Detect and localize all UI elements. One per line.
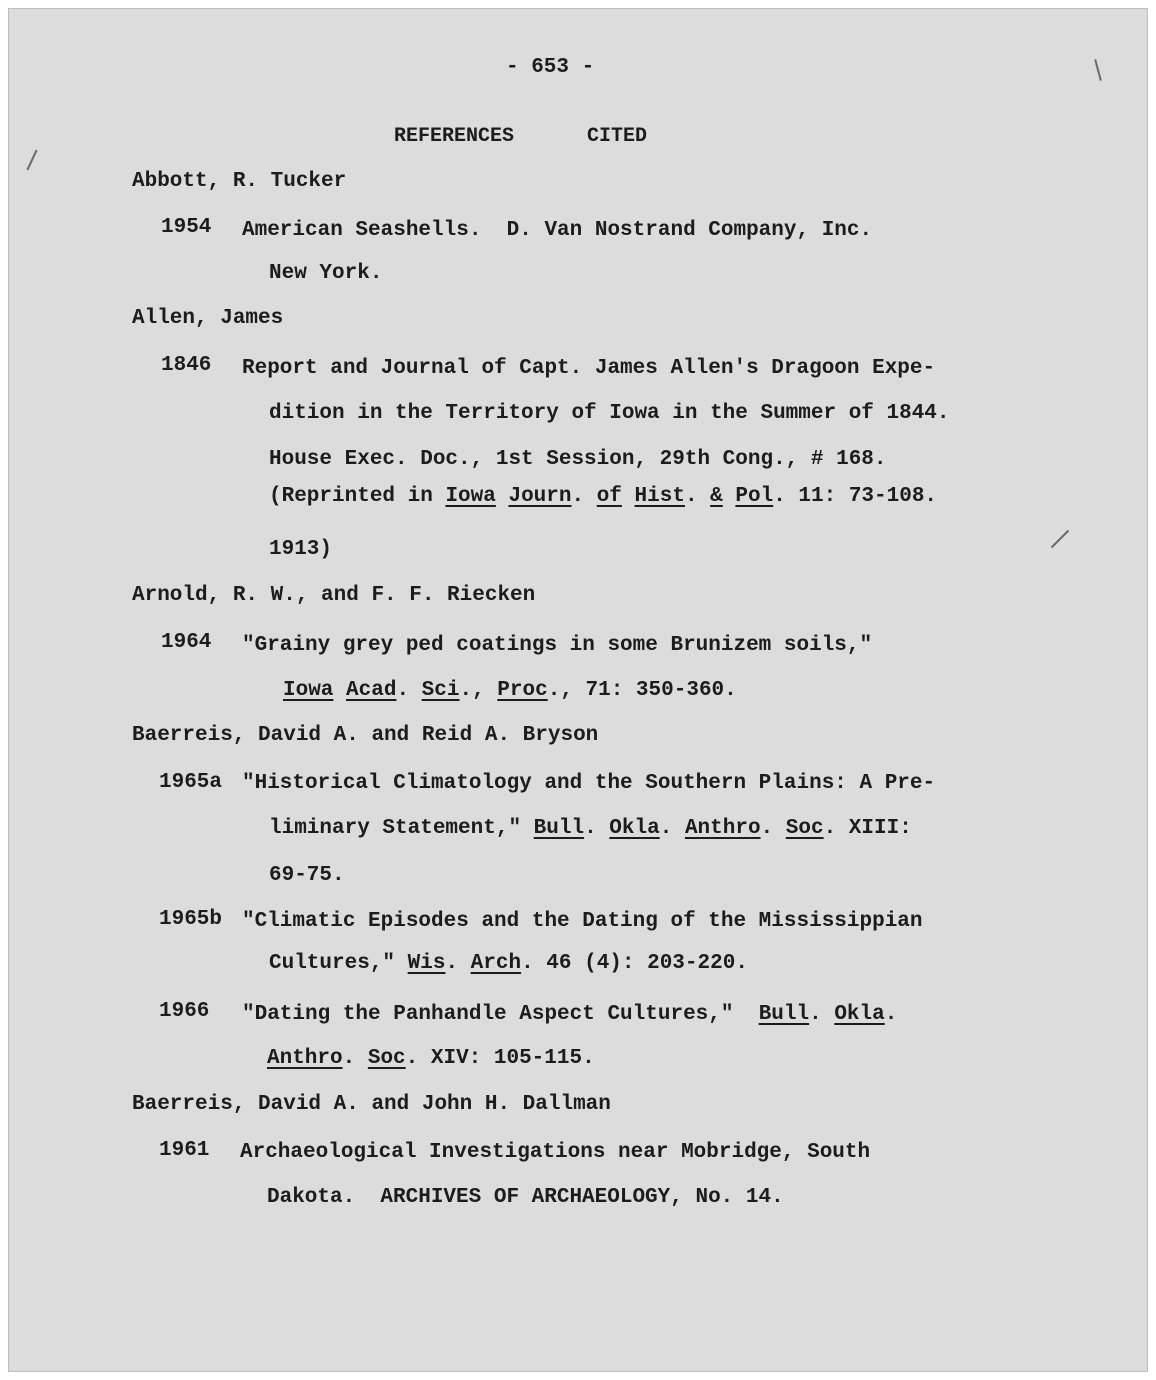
scan-mark — [1051, 530, 1069, 548]
journal-title: Hist — [634, 485, 685, 508]
author-baerreis-dallman: Baerreis, David A. and John H. Dallman — [132, 1093, 611, 1116]
journal-title: Proc — [497, 679, 548, 702]
journal-title: Acad — [346, 679, 397, 702]
citation-line: "Grainy grey ped coatings in some Brunizem soils," — [242, 634, 873, 657]
citation-line: American Seashells. D. Van Nostrand Company, Inc. — [242, 219, 873, 242]
heading-cited: CITED — [587, 125, 648, 148]
scan-mark — [1094, 59, 1102, 81]
journal-title: Iowa — [445, 485, 496, 508]
author-baerreis-bryson: Baerreis, David A. and Reid A. Bryson — [132, 724, 599, 747]
journal-title: Bull — [533, 817, 585, 840]
journal-title: Iowa — [283, 679, 334, 702]
citation-line: 1913) — [269, 538, 333, 561]
citation-line-journal: liminary Statement," Bull. Okla. Anthro. Soc. XIII: — [269, 817, 912, 840]
author-allen: Allen, James — [132, 307, 284, 330]
citation-line-journal: Cultures," Wis. Arch. 46 (4): 203-220. — [269, 952, 748, 975]
journal-title: & — [710, 485, 723, 508]
journal-title: Anthro — [267, 1047, 343, 1070]
citation-line: dition in the Territory of Iowa in the Summer of 1844. — [269, 402, 950, 425]
citation-line: Dakota. ARCHIVES OF ARCHAEOLOGY, No. 14. — [267, 1186, 784, 1209]
author-abbott: Abbott, R. Tucker — [132, 170, 347, 193]
journal-title: Journ — [508, 485, 572, 508]
year-1964: 1964 — [161, 631, 212, 654]
citation-line: Report and Journal of Capt. James Allen's Dragoon Expe- — [242, 357, 936, 380]
year-1966: 1966 — [159, 1000, 210, 1023]
citation-line: New York. — [269, 262, 383, 285]
document-page — [8, 8, 1148, 1372]
journal-title: of — [596, 485, 622, 508]
journal-title: Anthro — [684, 817, 761, 840]
journal-title: Arch — [470, 952, 522, 975]
page-number: - 653 - — [506, 56, 595, 79]
journal-title: Soc — [785, 817, 824, 840]
citation-line: House Exec. Doc., 1st Session, 29th Cong., # 168. — [269, 448, 887, 471]
year-1965b: 1965b — [159, 908, 223, 931]
heading-references: REFERENCES — [394, 125, 515, 148]
citation-line-journal: Anthro. Soc. XIV: 105-115. — [267, 1047, 595, 1070]
citation-line: "Climatic Episodes and the Dating of the Mississippian — [242, 910, 923, 933]
journal-title: Sci — [421, 679, 460, 702]
citation-line-reprint: (Reprinted in Iowa Journ. of Hist. & Pol. 11: 73-108. — [269, 485, 938, 508]
journal-title: Okla — [834, 1003, 885, 1026]
author-arnold: Arnold, R. W., and F. F. Riecken — [132, 584, 536, 607]
citation-line-journal: Iowa Acad. Sci., Proc., 71: 350-360. — [283, 679, 737, 702]
year-1965a: 1965a — [159, 771, 223, 794]
journal-title: Pol — [735, 485, 774, 508]
journal-title: Wis — [407, 952, 446, 975]
citation-line: Archaeological Investigations near Mobridge, South — [240, 1141, 871, 1164]
journal-title: Okla — [609, 817, 660, 840]
year-1846: 1846 — [161, 354, 212, 377]
citation-line: "Historical Climatology and the Southern Plains: A Pre- — [242, 772, 936, 795]
scan-mark — [26, 150, 37, 171]
journal-title: Bull — [758, 1003, 810, 1026]
journal-title: Soc — [367, 1047, 406, 1070]
year-1954: 1954 — [161, 216, 212, 239]
citation-line: 69-75. — [269, 864, 345, 887]
citation-line-journal: "Dating the Panhandle Aspect Cultures," Bull. Okla. — [242, 1003, 898, 1026]
year-1961: 1961 — [159, 1139, 210, 1162]
